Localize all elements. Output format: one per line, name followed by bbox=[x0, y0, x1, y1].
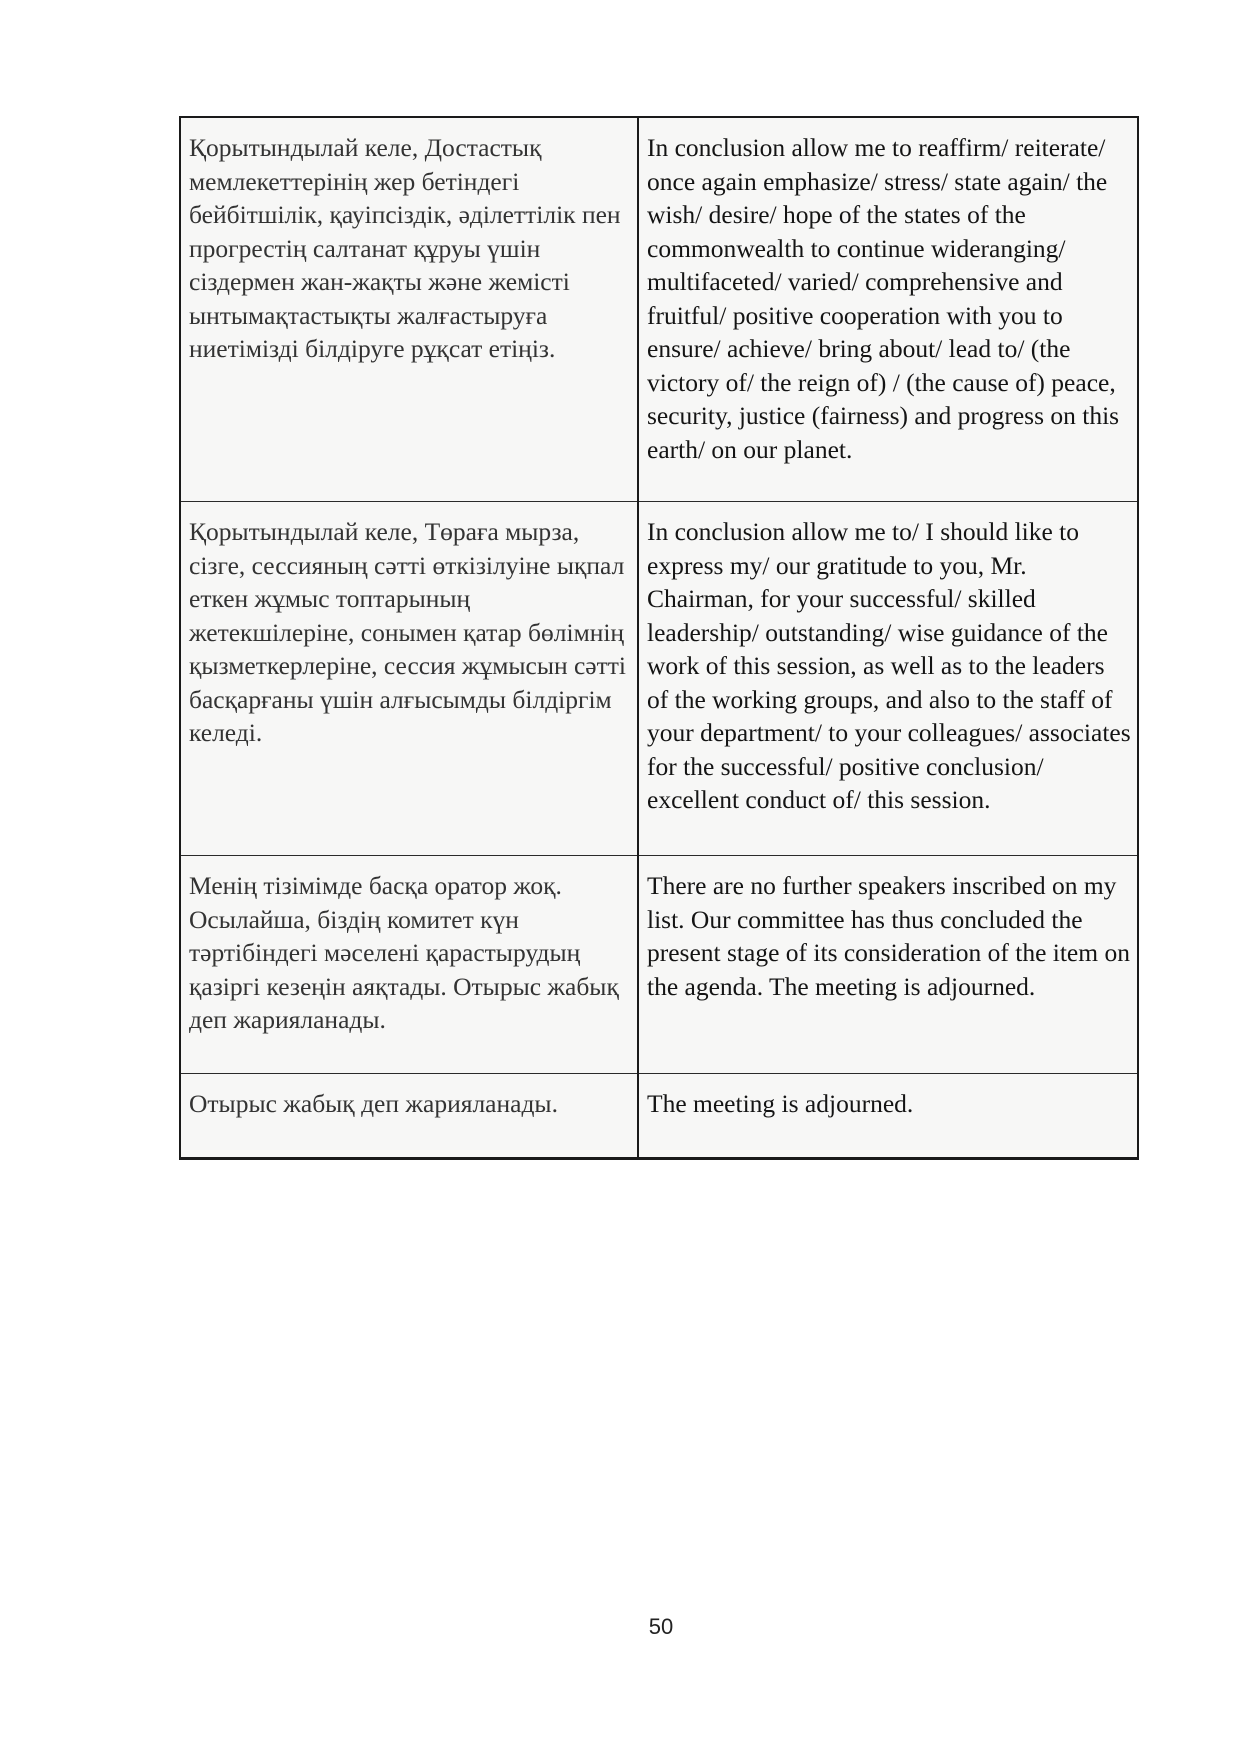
table-row bbox=[180, 1074, 1138, 1159]
english-cell: In conclusion allow me to reaffirm/ reiterate/ once again emphasize/ stress/ state again/ the wish/ desire/ hope of the states of the commonwealth to continue wideranging/ multifaceted/ varied/ comprehensive and fruitful/ positive cooperation with you to ensure/ achieve/ bring about/ lead to/ (the victory of/ the reign of) / (the cause of) peace, security, justice (fairness) and progress on this earth/ on our planet. bbox=[638, 117, 1138, 502]
kazakh-cell: Отырыс жабық деп жарияланады. bbox=[180, 1074, 638, 1159]
table-row bbox=[180, 856, 1138, 1074]
english-cell: There are no further speakers inscribed on my list. Our committee has thus concluded the present stage of its consideration of the item on the agenda. The meeting is adjourned. bbox=[638, 856, 1138, 1074]
page-number: 50 bbox=[648, 1614, 674, 1639]
kazakh-cell: Менің тізімімде басқа оратор жоқ. Осылайша, біздің комитет күн тәртібіндегі мәселені қарастырудың қазіргі кезеңін аяқтады. Отырыс жабық деп жарияланады. bbox=[180, 856, 638, 1074]
table-row bbox=[180, 502, 1138, 856]
english-cell: The meeting is adjourned. bbox=[638, 1074, 1138, 1159]
table-row bbox=[180, 117, 1138, 502]
english-cell: In conclusion allow me to/ I should like to express my/ our gratitude to you, Mr. Chairman, for your successful/ skilled leadership/ outstanding/ wise guidance of the work of this session, as well as to the leaders of the working groups, and also to the staff of your department/ to your colleagues/ associates for the successful/ positive conclusion/ excellent conduct of/ this session. bbox=[638, 502, 1138, 856]
kazakh-cell: Қорытындылай келе, Төраға мырза, сізге, сессияның сәтті өткізілуіне ықпал еткен жұмыс топтарының жетекшілеріне, сонымен қатар бөлімнің қызметкерлеріне, сессия жұмысын сәтті басқарғаны үшін алғысымды білдіргім келеді. bbox=[180, 502, 638, 856]
kazakh-cell: Қорытындылай келе, Достастық мемлекеттерінің жер бетіндегі бейбітшілік, қауіпсіздік, әділеттілік пен прогрестің салтанат құруы үшін сіздермен жан-жақты және жемісті ынтымақтастықты жалғастыруға ниетімізді білдіруге рұқсат етіңіз. bbox=[180, 117, 638, 502]
translation-table-wrapper bbox=[179, 116, 1137, 1160]
translation-table bbox=[179, 116, 1139, 1160]
